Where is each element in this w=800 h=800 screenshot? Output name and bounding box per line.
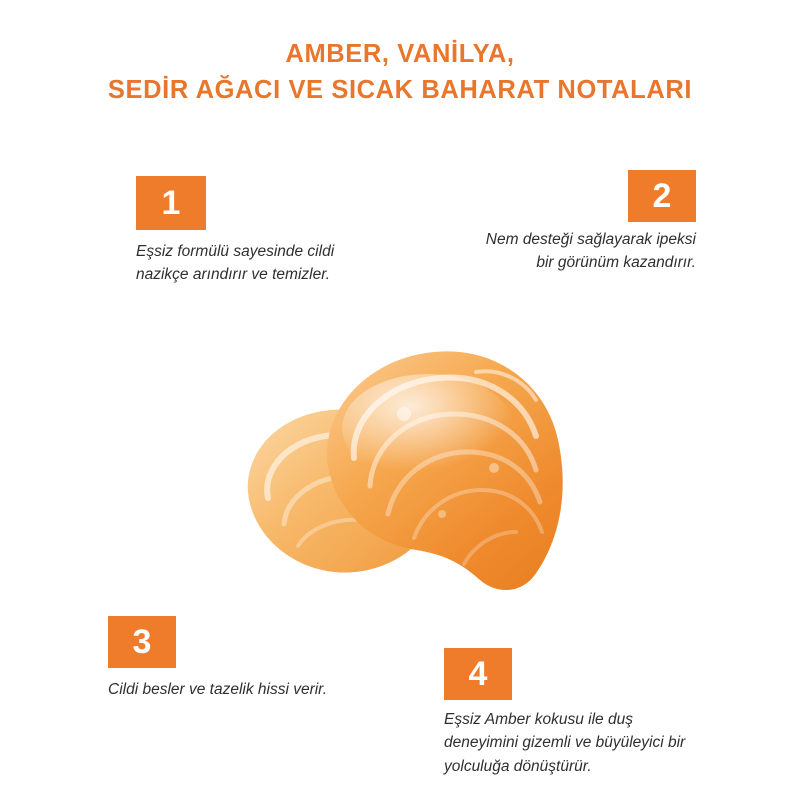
orange-gel-swatch-image [228, 318, 588, 618]
page-title-line-1: AMBER, VANİLYA, [285, 40, 515, 68]
feature-number-3: 3 [108, 616, 176, 668]
page-title [0, 36, 800, 108]
page-title-line-2: SEDİR AĞACI VE SICAK BAHARAT NOTALARI [107, 76, 693, 105]
feature-text-2: Nem desteği sağlayarak ipeksi bir görünüm kazandırır. [485, 231, 696, 272]
feature-text-3: Cildi besler ve tazelik hissi verir. [108, 681, 328, 698]
feature-number-1: 1 [136, 176, 206, 230]
feature-text-1: Eşsiz formülü sayesinde cildi nazikçe arındırır ve temizler. [136, 243, 335, 284]
feature-number-2: 2 [628, 170, 696, 222]
feature-number-4: 4 [444, 648, 512, 700]
feature-text-4: Eşsiz Amber kokusu ile duş deneyimini gizemli ve büyüleyici bir yolculuğa dönüştürür. [444, 711, 686, 775]
